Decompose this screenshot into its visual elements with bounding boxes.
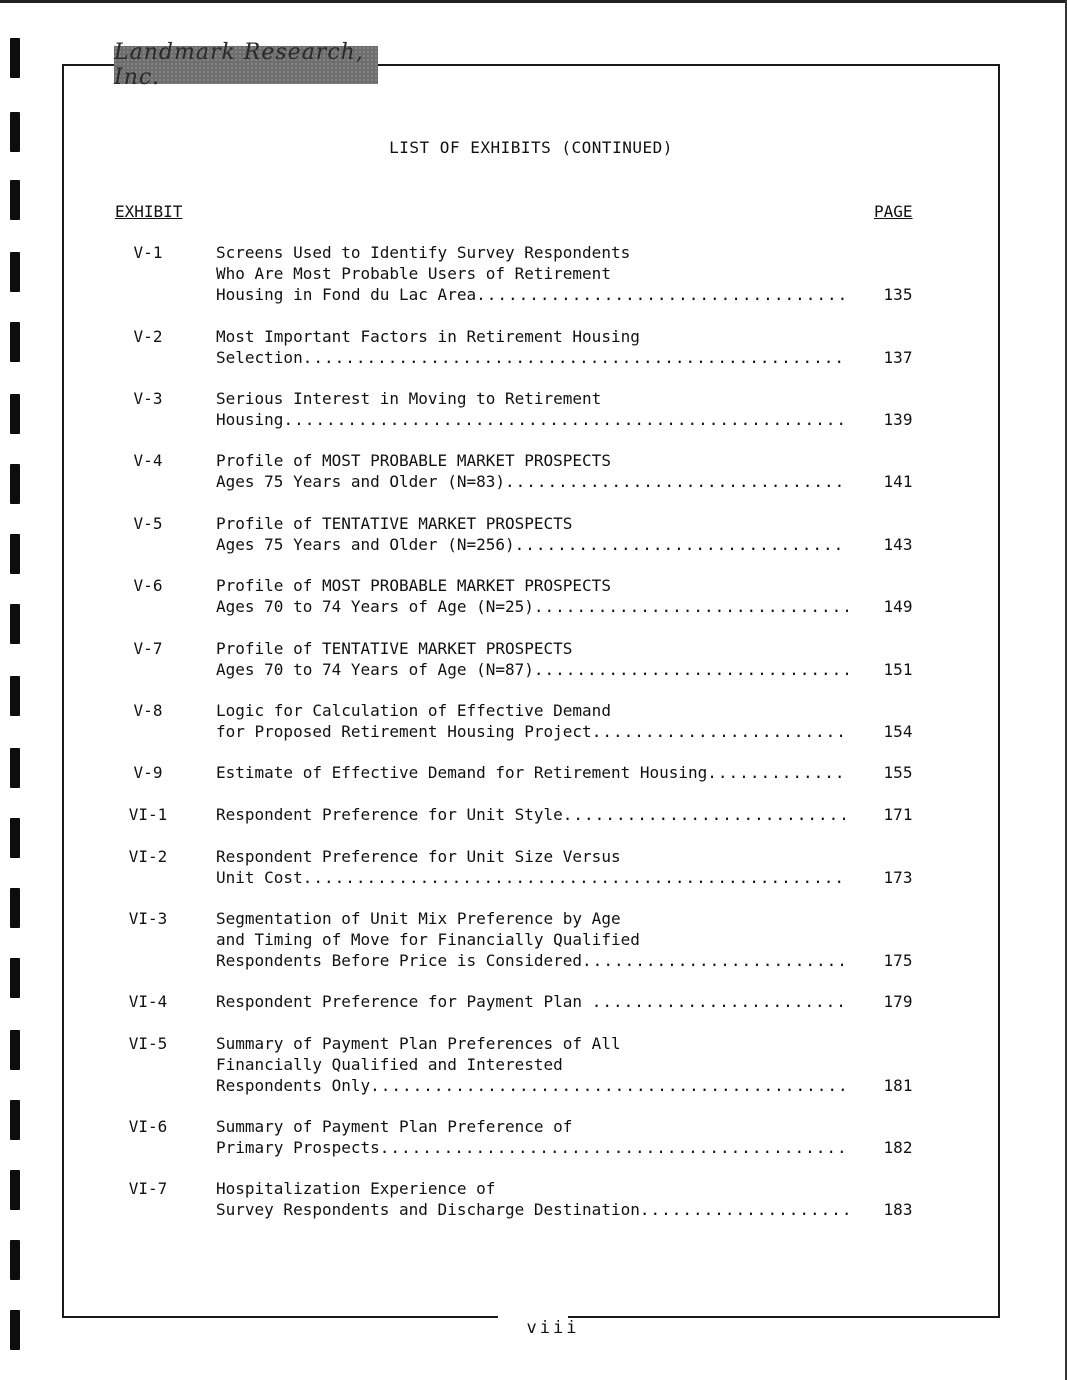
- punch-hole: [10, 1030, 20, 1070]
- exhibit-description: [216, 908, 848, 971]
- exhibit-page-number: 182: [883, 1138, 913, 1157]
- exhibit-description-line: Screens Used to Identify Survey Respondents: [216, 243, 631, 262]
- punch-hole: [10, 112, 20, 152]
- exhibit-description-text: Ages 75 Years and Older (N=256): [216, 535, 515, 554]
- exhibit-description-line: Most Important Factors in Retirement Housing: [216, 327, 640, 346]
- exhibit-description-line: [216, 1137, 848, 1158]
- exhibit-page-number: 173: [883, 868, 913, 887]
- exhibit-description: [216, 804, 848, 825]
- column-header-exhibit: EXHIBIT: [115, 202, 183, 221]
- exhibit-description-line: [216, 991, 848, 1012]
- punch-hole: [10, 252, 20, 292]
- exhibit-description-text: Selection: [216, 348, 303, 367]
- punch-hole: [10, 180, 20, 220]
- exhibit-description: [216, 388, 848, 430]
- exhibit-description: [216, 846, 848, 888]
- company-logo: [114, 40, 378, 90]
- exhibit-page-number: 137: [883, 348, 913, 367]
- exhibit-description-line: [216, 950, 848, 971]
- exhibit-page-number: 155: [883, 763, 913, 782]
- exhibit-description-line: [216, 659, 848, 680]
- exhibit-description-text: Housing: [216, 410, 284, 429]
- exhibit-number: V-1: [133, 243, 163, 262]
- exhibit-description: [216, 700, 848, 742]
- exhibit-description: [216, 450, 848, 492]
- exhibit-description-text: Respondents Only: [216, 1076, 371, 1095]
- exhibit-description-line: [216, 867, 848, 888]
- exhibit-description-text: Unit Cost: [216, 868, 303, 887]
- dot-leader: [505, 471, 848, 492]
- exhibit-description-text: for Proposed Retirement Housing Project: [216, 722, 592, 741]
- dot-leader: [563, 804, 848, 825]
- exhibit-description-line: Logic for Calculation of Effective Demand: [216, 701, 611, 720]
- dot-leader: [476, 284, 848, 305]
- exhibit-description-text: Ages 75 Years and Older (N=83): [216, 472, 505, 491]
- exhibit-number: V-3: [133, 389, 163, 408]
- exhibit-number: VI-1: [128, 805, 168, 824]
- dot-leader: [534, 596, 848, 617]
- dot-leader: [303, 867, 848, 888]
- exhibit-page-number: 135: [883, 285, 913, 304]
- exhibit-number: VI-6: [128, 1117, 168, 1136]
- exhibit-description-line: [216, 409, 848, 430]
- exhibit-number: VI-3: [128, 909, 168, 928]
- exhibit-description-line: [216, 284, 848, 305]
- exhibit-number: V-5: [133, 514, 163, 533]
- dot-leader: [640, 1199, 848, 1220]
- dot-leader: [582, 950, 848, 971]
- punch-hole: [10, 38, 20, 78]
- exhibit-description-text: Respondent Preference for Payment Plan: [216, 992, 592, 1011]
- exhibit-page-number: 175: [883, 951, 913, 970]
- dot-leader: [515, 534, 848, 555]
- exhibit-description-text: Primary Prospects: [216, 1138, 380, 1157]
- exhibit-description-line: [216, 1075, 848, 1096]
- exhibit-description-text: Ages 70 to 74 Years of Age (N=87): [216, 660, 534, 679]
- exhibit-description: [216, 1033, 848, 1096]
- exhibit-description: [216, 326, 848, 368]
- exhibit-description-text: Respondents Before Price is Considered: [216, 951, 583, 970]
- exhibit-description: [216, 1178, 848, 1220]
- column-header-page: PAGE: [874, 202, 913, 221]
- exhibit-description-text: Ages 70 to 74 Years of Age (N=25): [216, 597, 534, 616]
- punch-hole: [10, 1240, 20, 1280]
- exhibit-number: VI-5: [128, 1034, 168, 1053]
- page-number: viii: [526, 1318, 580, 1338]
- dot-leader: [592, 991, 848, 1012]
- dot-leader: [592, 721, 848, 742]
- exhibit-description-line: Respondent Preference for Unit Size Versus: [216, 847, 621, 866]
- punch-hole: [10, 604, 20, 644]
- exhibit-description-line: Profile of MOST PROBABLE MARKET PROSPECTS: [216, 576, 611, 595]
- exhibit-description: [216, 513, 848, 555]
- exhibit-page-number: 139: [883, 410, 913, 429]
- exhibit-description: [216, 242, 848, 305]
- exhibit-description-line: Serious Interest in Moving to Retirement: [216, 389, 602, 408]
- exhibit-description-line: [216, 721, 848, 742]
- exhibit-description-line: Segmentation of Unit Mix Preference by Age: [216, 909, 621, 928]
- exhibit-page-number: 179: [883, 992, 913, 1011]
- exhibit-number: V-4: [133, 451, 163, 470]
- dot-leader: [534, 659, 848, 680]
- exhibit-description-line: [216, 762, 848, 783]
- dot-leader: [303, 347, 848, 368]
- exhibit-page-number: 149: [883, 597, 913, 616]
- exhibit-description-line: [216, 347, 848, 368]
- punch-hole: [10, 1310, 20, 1350]
- dot-leader: [707, 762, 848, 783]
- punch-hole: [10, 322, 20, 362]
- page-title: LIST OF EXHIBITS (CONTINUED): [389, 138, 673, 157]
- exhibit-description-line: Financially Qualified and Interested: [216, 1055, 563, 1074]
- exhibit-description-line: Summary of Payment Plan Preference of: [216, 1117, 573, 1136]
- exhibit-page-number: 171: [883, 805, 913, 824]
- dot-leader: [283, 409, 848, 430]
- exhibit-description-line: [216, 471, 848, 492]
- exhibit-page-number: 154: [883, 722, 913, 741]
- punch-hole: [10, 1170, 20, 1210]
- exhibit-page-number: 183: [883, 1200, 913, 1219]
- exhibit-number: VI-2: [128, 847, 168, 866]
- exhibit-description-text: Estimate of Effective Demand for Retirement Housing: [216, 763, 708, 782]
- exhibit-page-number: 141: [883, 472, 913, 491]
- exhibit-description: [216, 575, 848, 617]
- punch-hole: [10, 1100, 20, 1140]
- dot-leader: [370, 1075, 848, 1096]
- exhibit-description-text: Survey Respondents and Discharge Destination: [216, 1200, 640, 1219]
- exhibit-description-line: Who Are Most Probable Users of Retirement: [216, 264, 611, 283]
- exhibit-description: [216, 991, 848, 1012]
- exhibit-number: V-8: [133, 701, 163, 720]
- exhibit-page-number: 151: [883, 660, 913, 679]
- exhibit-description-line: Hospitalization Experience of: [216, 1179, 496, 1198]
- exhibit-description-text: Housing in Fond du Lac Area: [216, 285, 477, 304]
- exhibit-description-line: Profile of MOST PROBABLE MARKET PROSPECTS: [216, 451, 611, 470]
- exhibit-description: [216, 1116, 848, 1158]
- exhibit-description-line: and Timing of Move for Financially Qualified: [216, 930, 640, 949]
- exhibit-number: V-7: [133, 639, 163, 658]
- page-top-edge: [0, 0, 1067, 3]
- exhibit-description-line: Profile of TENTATIVE MARKET PROSPECTS: [216, 514, 573, 533]
- punch-hole: [10, 464, 20, 504]
- dot-leader: [380, 1137, 848, 1158]
- exhibit-number: V-2: [133, 327, 163, 346]
- exhibit-description-line: [216, 804, 848, 825]
- exhibit-description-line: Summary of Payment Plan Preferences of All: [216, 1034, 621, 1053]
- punch-hole: [10, 818, 20, 858]
- exhibit-number: VI-4: [128, 992, 168, 1011]
- exhibit-page-number: 143: [883, 535, 913, 554]
- punch-hole: [10, 888, 20, 928]
- exhibit-description: [216, 638, 848, 680]
- logo-text: Landmark Research, Inc.: [114, 40, 364, 90]
- exhibit-number: VI-7: [128, 1179, 168, 1198]
- exhibit-description-line: [216, 596, 848, 617]
- punch-hole: [10, 958, 20, 998]
- exhibit-number: V-6: [133, 576, 163, 595]
- exhibit-description-line: [216, 534, 848, 555]
- punch-hole: [10, 748, 20, 788]
- exhibit-number: V-9: [133, 763, 163, 782]
- exhibit-page-number: 181: [883, 1076, 913, 1095]
- exhibit-description-text: Respondent Preference for Unit Style: [216, 805, 563, 824]
- punch-hole: [10, 534, 20, 574]
- exhibit-description-line: [216, 1199, 848, 1220]
- punch-hole: [10, 394, 20, 434]
- exhibit-description-line: Profile of TENTATIVE MARKET PROSPECTS: [216, 639, 573, 658]
- exhibit-description: [216, 762, 848, 783]
- punch-hole: [10, 676, 20, 716]
